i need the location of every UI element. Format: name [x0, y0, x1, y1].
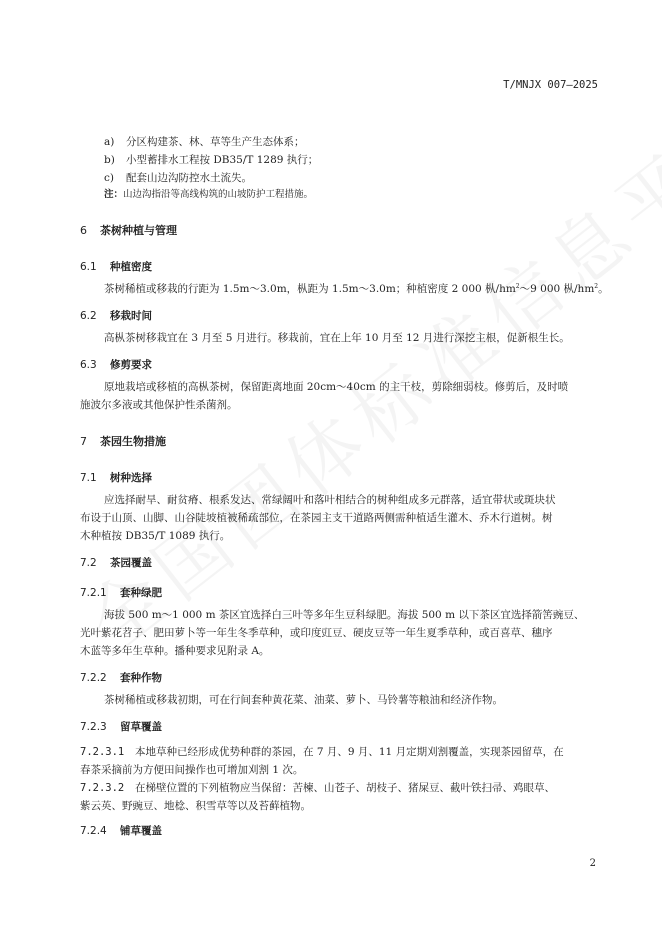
clause-7-2-3-1-line-1: [80, 743, 564, 761]
section-title: 种植密度: [110, 261, 152, 273]
note-text: 山边沟指沿等高线构筑的山坡防护工程措施。: [123, 189, 314, 200]
section-7-2-4-heading: [80, 826, 162, 837]
section-number: 6.2: [80, 310, 97, 322]
section-6-2-heading: [80, 311, 152, 322]
clause-7-2-3-1-line-2: 春茶采摘前为方便田间操作也可增加刈割 1 次。: [80, 764, 304, 776]
section-6-heading: [80, 225, 177, 236]
section-number: 6: [80, 224, 87, 237]
section-title: 套种作物: [120, 672, 162, 684]
note: [104, 190, 313, 200]
clause-7-2-3-2-line-1: [80, 779, 555, 797]
list-item-a: [104, 137, 305, 148]
clause-text: 本地草种已经形成优势种群的茶园，在 7 月、9 月、11 月定期刈割覆盖，实现茶园留草，在: [135, 746, 564, 758]
section-7-2-2-heading: [80, 673, 162, 684]
clause-text: 在梯壁位置的下列植物应当保留：苦楝、山苍子、胡枝子、猪屎豆、截叶铁扫帚、鸡眼草、: [135, 782, 555, 794]
list-text: 分区构建茶、林、草等生产生态体系；: [126, 136, 305, 148]
section-7-2-1-line-3: 木蓝等多年生草种。播种要求见附录 A。: [80, 645, 270, 657]
list-mark: c): [104, 172, 114, 184]
list-item-c: [104, 173, 252, 184]
list-mark: b): [104, 154, 115, 166]
clause-number: 7.2.3.1: [80, 746, 125, 758]
section-number: 6.3: [80, 359, 97, 371]
section-number: 7.2.4: [80, 825, 107, 837]
section-7-2-2-text: 茶树稀植或移栽初期，可在行间套种黄花菜、油菜、萝卜、马铃薯等粮油和经济作物。: [104, 694, 503, 706]
section-6-1-heading: [80, 262, 152, 273]
section-7-2-1-heading: [80, 588, 162, 599]
list-text: 配套山边沟防控水土流失。: [126, 172, 252, 184]
section-6-2-text: 高枞茶树移栽宜在 3 月至 5 月进行。移栽前，宜在上年 10 月至 12 月进行深挖主根，促新根生长。: [104, 332, 570, 344]
section-7-1-line-1: 应选择耐旱、耐贫瘠、根系发达、常绿阔叶和落叶相结合的树种组成多元群落，适宜带状或斑块状: [104, 494, 556, 506]
section-6-3-line-1: 原地栽培或移植的高枞茶树，保留距离地面 20cm～40cm 的主干枝，剪除细弱枝。修剪后，及时喷: [104, 381, 569, 393]
section-number: 6.1: [80, 261, 97, 273]
section-title: 留草覆盖: [120, 721, 162, 733]
section-6-1-text: 茶树稀植或移栽的行距为 1.5m～3.0m，枞距为 1.5m～3.0m；种植密度 2 000 枞$/hm^2\sim 9$ 000 枞$/hm^2$。: [104, 283, 609, 295]
list-mark: a): [104, 136, 115, 148]
section-7-1-heading: [80, 473, 152, 484]
note-label: 注：: [104, 189, 124, 200]
section-title: 茶园生物措施: [100, 435, 166, 448]
clause-number: 7.2.3.2: [80, 782, 125, 794]
section-7-2-heading: [80, 558, 152, 569]
section-7-1-line-2: 布设于山顶、山脚、山谷陡坡植被稀疏部位，在茶园主支干道路两侧需种植适生灌木、乔木行道树。树: [80, 512, 553, 524]
section-title: 修剪要求: [110, 359, 152, 371]
section-7-1-line-3: 木种植按 DB35/T 1089 执行。: [80, 530, 231, 542]
section-number: 7.1: [80, 472, 97, 484]
list-text: 小型蓄排水工程按 DB35/T 1289 执行；: [126, 154, 319, 166]
section-title: 移栽时间: [110, 310, 152, 322]
section-title: 茶树种植与管理: [100, 224, 177, 237]
section-number: 7.2.2: [80, 672, 107, 684]
page-number: 2: [589, 858, 596, 869]
section-number: 7: [80, 435, 87, 448]
section-7-heading: [80, 436, 166, 447]
section-7-2-1-line-2: 光叶紫花苕子、肥田萝卜等一年生冬季草种，或印度豇豆、硬皮豆等一年生夏季草种，或百喜草、穗序: [80, 627, 553, 639]
clause-7-2-3-2-line-2: 紫云英、野豌豆、地棯、积雪草等以及苔藓植物。: [80, 800, 311, 812]
section-title: 套种绿肥: [120, 587, 162, 599]
section-7-2-1-line-1: 海拔 500 m～1 000 m 茶区宜选择白三叶等多年生豆科绿肥。海拔 500 m 以下茶区宜选择箭筈豌豆、: [104, 609, 585, 621]
section-title: 铺草覆盖: [120, 825, 162, 837]
list-item-b: [104, 155, 318, 166]
section-title: 树种选择: [110, 472, 152, 484]
standard-code: T/MNJX 007—2025: [503, 79, 598, 91]
section-number: 7.2.1: [80, 587, 107, 599]
section-number: 7.2.3: [80, 721, 107, 733]
section-title: 茶园覆盖: [110, 557, 152, 569]
section-6-3-line-2: 施波尔多液或其他保护性杀菌剂。: [80, 399, 238, 411]
section-number: 7.2: [80, 557, 97, 569]
section-7-2-3-heading: [80, 722, 162, 733]
section-6-3-heading: [80, 360, 152, 371]
